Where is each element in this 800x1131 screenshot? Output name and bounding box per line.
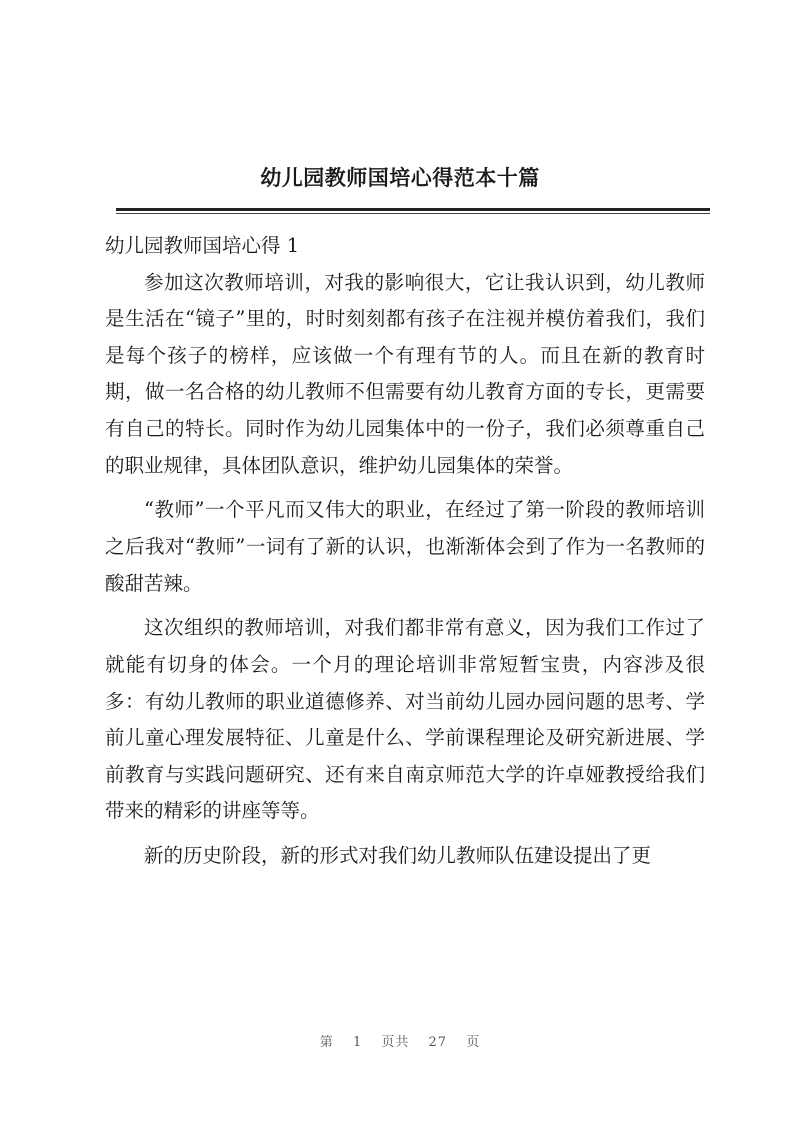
page-label-prefix: 第 <box>319 1035 334 1050</box>
page-label-mid: 页共 <box>381 1035 410 1050</box>
total-pages: 27 <box>428 1035 448 1050</box>
paragraph-4: 新的历史阶段，新的形式对我们幼儿教师队伍建设提出了更 <box>144 844 652 868</box>
section-heading: 幼儿园教师国培心得 1 <box>105 234 300 257</box>
title-divider <box>116 208 710 211</box>
page-footer <box>0 1031 800 1050</box>
page-title: 幼儿园教师国培心得范本十篇 <box>260 165 540 190</box>
paragraph-1: 参加这次教师培训，对我的影响很大，它让我认识到，幼儿教师是生活在“镜子”里的，时时刻刻都有孩子在注视并模仿着我们，我们是每个孩子的榜样，应该做一个有理有节的人。而且在新的教育时期，做一名合格的幼儿教师不但需要有幼儿教育方面的专长，更需要有自己的特长。同时作为幼儿园集体中的一份子，我们必须尊重自己的职业规律，具体团队意识，维护幼儿园集体的荣誉。 <box>105 270 705 477</box>
document-body <box>105 228 705 875</box>
title-divider-thin <box>116 213 710 214</box>
paragraph-2: “教师”一个平凡而又伟大的职业，在经过了第一阶段的教师培训之后我对“教师”一词有了新的认识，也渐渐体会到了作为一名教师的酸甜苦辣。 <box>105 498 705 595</box>
current-page-number: 1 <box>352 1035 363 1050</box>
page-label-suffix: 页 <box>466 1035 481 1050</box>
paragraph-3: 这次组织的教师培训，对我们都非常有意义，因为我们工作过了就能有切身的体会。一个月的理论培训非常短暂宝贵，内容涉及很多：有幼儿教师的职业道德修养、对当前幼儿园办园问题的思考、学前儿童心理发展特征、儿童是什么、学前课程理论及研究新进展、学前教育与实践问题研究、还有来自南京师范大学的许卓娅教授给我们带来的精彩的讲座等等。 <box>105 616 705 823</box>
